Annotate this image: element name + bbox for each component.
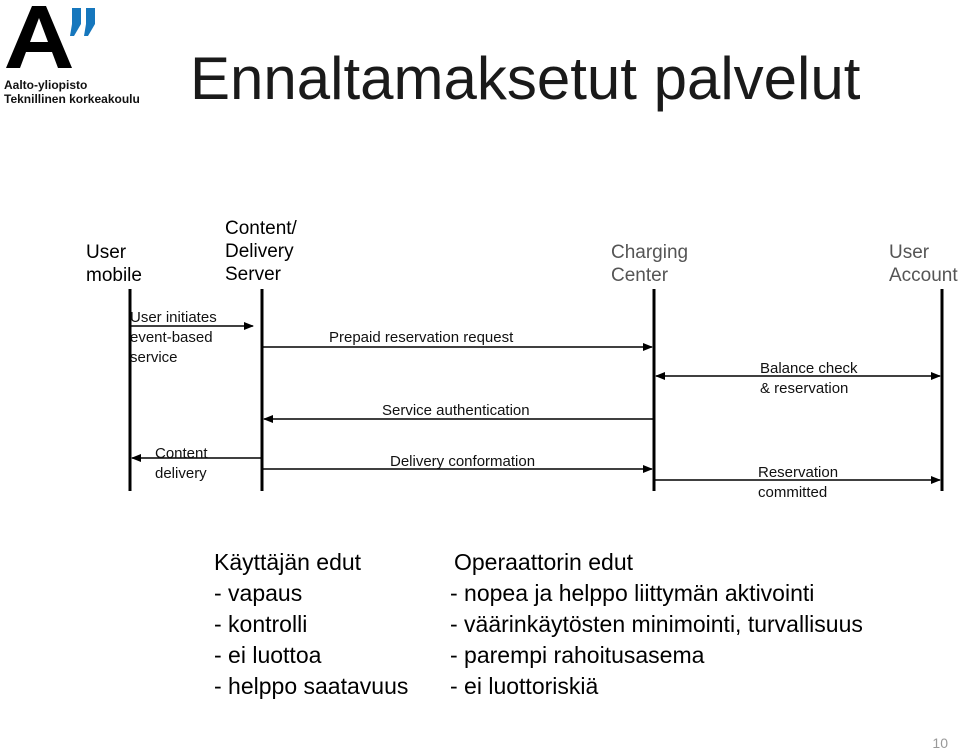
logo-brand-line: Aalto-yliopisto <box>4 78 88 92</box>
label-delivery-conformation: Delivery conformation <box>390 453 536 470</box>
operator-benefits <box>450 547 863 702</box>
page-number: 10 <box>932 735 948 751</box>
participant-user-account: User Account <box>889 242 958 286</box>
user-benefit-item: - helppo saatavuus <box>214 673 409 699</box>
label-service-auth: Service authentication <box>382 402 530 419</box>
user-benefit-item: - kontrolli <box>214 611 308 637</box>
label-balance-check: Balance check & reservation <box>760 360 858 397</box>
operator-benefit-item: - ei luottoriskiä <box>450 673 599 699</box>
operator-benefit-item: - parempi rahoitusasema <box>450 642 705 668</box>
user-benefits-heading: Käyttäjän edut <box>214 549 362 575</box>
label-reservation-committed: Reservation committed <box>758 464 839 501</box>
user-benefits <box>214 547 408 702</box>
operator-benefits-heading: Operaattorin edut <box>454 549 634 575</box>
participant-charging-center: Charging Center <box>611 242 689 286</box>
label-user-initiates: User initiates event-based service <box>130 309 217 366</box>
operator-benefit-item: - väärinkäytösten minimointi, turvallisuus <box>450 611 863 637</box>
page-title: Ennaltamaksetut palvelut <box>190 45 861 112</box>
user-benefit-item: - vapaus <box>214 580 303 606</box>
label-prepaid-reservation: Prepaid reservation request <box>329 329 514 346</box>
user-benefit-item: - ei luottoa <box>214 642 322 668</box>
operator-benefit-item: - nopea ja helppo liittymän aktivointi <box>450 580 815 606</box>
participant-content-server: Content/ Delivery Server <box>225 218 297 285</box>
label-content-delivery: Content delivery <box>155 445 208 482</box>
participant-user-mobile: User mobile <box>86 242 142 286</box>
logo-school-line: Teknillinen korkeakoulu <box>4 92 140 106</box>
